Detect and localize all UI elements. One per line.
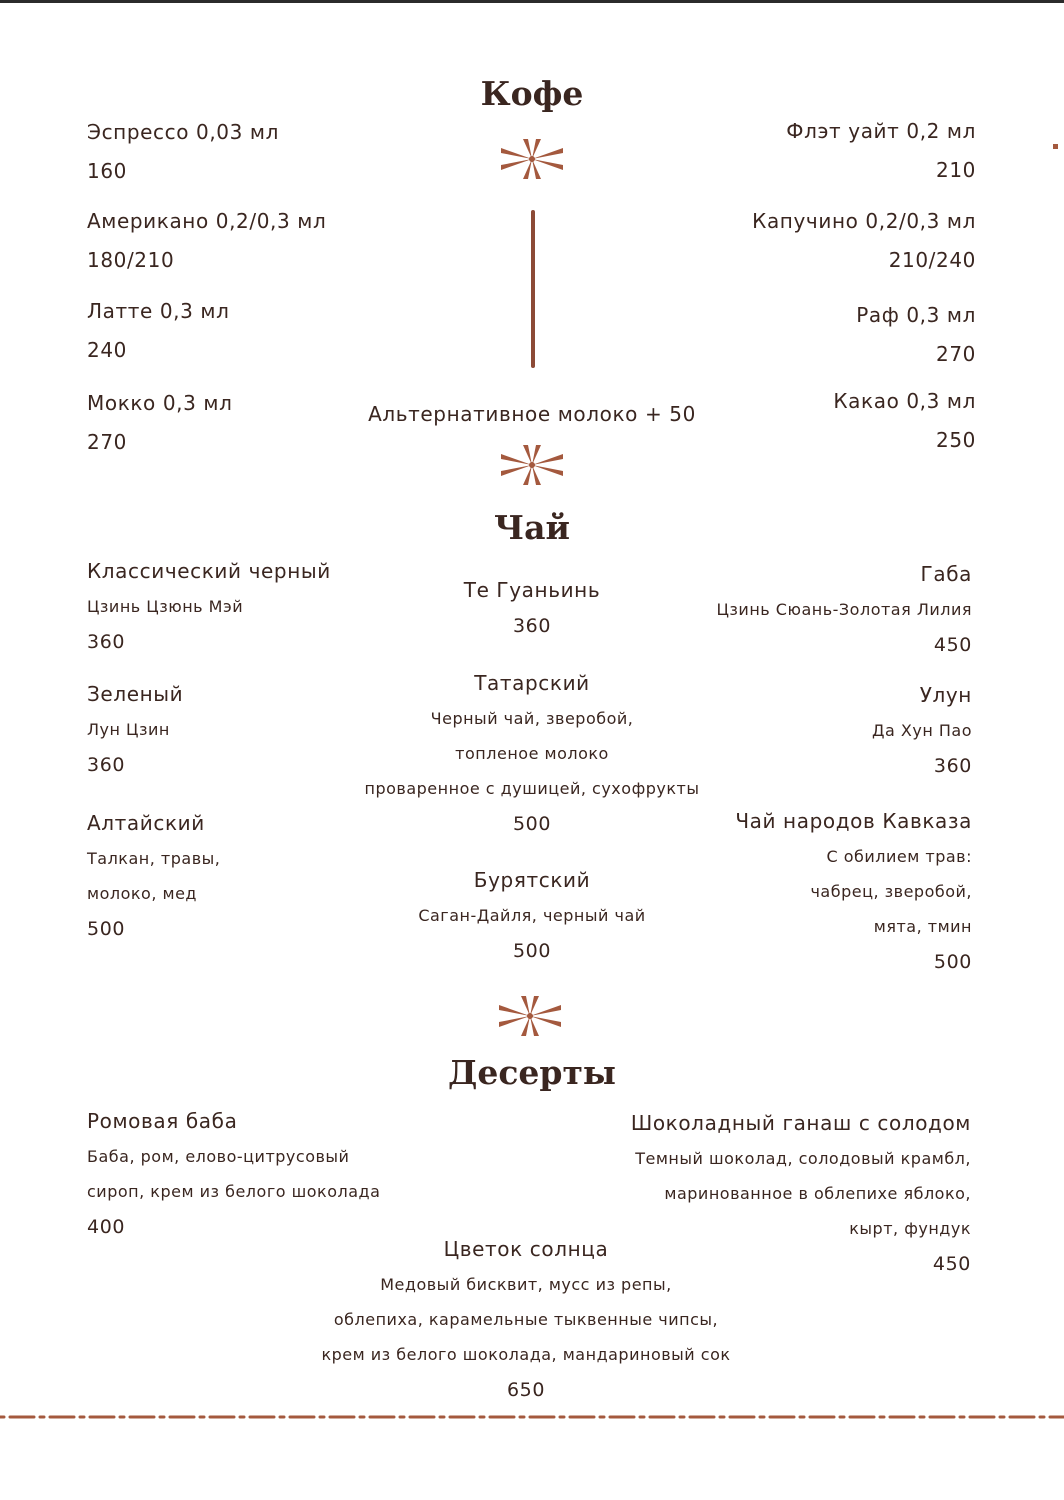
item-name: Флэт уайт 0,2 мл [786, 119, 976, 143]
tea-item-altai [87, 805, 220, 947]
coffee-item-latte [87, 292, 230, 370]
item-price: 500 [512, 940, 552, 962]
divider-line [531, 210, 535, 368]
item-desc: проваренное с душицей, сухофрукты [364, 779, 700, 798]
item-desc: молоко, мед [87, 884, 197, 903]
decorative-dash-line [0, 1413, 1064, 1421]
item-price: 500 [933, 951, 972, 973]
item-desc: Лун Цзин [87, 720, 170, 739]
item-desc: Баба, ром, елово-цитрусовый [87, 1147, 350, 1166]
item-name: Цветок солнца [443, 1237, 609, 1261]
item-price: 360 [512, 615, 552, 637]
dessert-item-sun-flower [296, 1231, 756, 1408]
star-ornament-icon [497, 133, 567, 185]
item-price: 210/240 [888, 248, 976, 272]
item-desc: маринованное в облепихе яблоко, [664, 1184, 971, 1203]
coffee-item-flat-white [786, 112, 976, 190]
item-price: 270 [936, 342, 976, 366]
item-name: Чай народов Кавказа [735, 809, 972, 833]
item-name: Какао 0,3 мл [833, 389, 976, 413]
item-desc: кырт, фундук [849, 1219, 971, 1238]
item-name: Бурятский [473, 868, 591, 892]
item-name: Капучино 0,2/0,3 мл [752, 209, 976, 233]
item-price: 650 [506, 1379, 546, 1401]
star-ornament-icon [495, 990, 565, 1042]
edge-mark [1053, 144, 1058, 149]
desserts-title: Десерты [447, 1053, 617, 1092]
item-name: Улун [919, 683, 972, 707]
item-price: 160 [87, 159, 127, 183]
top-border [0, 0, 1064, 3]
tea-item-classic-black [87, 553, 331, 660]
tea-item-gaba [717, 556, 973, 663]
item-price: 360 [87, 631, 126, 653]
tea-item-tieguanyin [332, 572, 732, 644]
item-name: Американо 0,2/0,3 мл [87, 209, 327, 233]
item-price: 210 [936, 158, 976, 182]
item-price: 500 [87, 918, 126, 940]
item-desc: Да Хун Пао [872, 721, 972, 740]
coffee-title: Кофе [480, 74, 584, 113]
item-price: 360 [87, 754, 126, 776]
dessert-item-rum-baba [87, 1103, 380, 1245]
coffee-item-cocoa [833, 382, 976, 460]
item-name: Раф 0,3 мл [856, 303, 976, 327]
item-name: Латте 0,3 мл [87, 299, 230, 323]
item-desc: сироп, крем из белого шоколада [87, 1182, 381, 1201]
star-ornament-icon [497, 439, 567, 491]
item-desc: крем из белого шоколада, мандариновый сок [321, 1345, 731, 1364]
tea-item-tatar [332, 665, 732, 842]
item-price: 180/210 [87, 248, 175, 272]
item-price: 400 [87, 1216, 126, 1238]
item-desc: Талкан, травы, [87, 849, 221, 868]
item-desc: С обилием трав: [826, 847, 972, 866]
item-name: Мокко 0,3 мл [87, 391, 233, 415]
tea-item-green [87, 676, 183, 783]
item-name: Татарский [474, 671, 590, 695]
item-price: 240 [87, 338, 127, 362]
coffee-item-espresso [87, 113, 279, 191]
item-name: Шоколадный ганаш с солодом [630, 1111, 971, 1135]
item-desc: Цзинь Сюань-Золотая Лилия [716, 600, 972, 619]
item-name: Габа [920, 562, 972, 586]
item-desc: Саган-Дайля, черный чай [418, 906, 646, 925]
item-price: 450 [932, 1253, 971, 1275]
item-desc: топленое молоко [455, 744, 609, 763]
coffee-item-raf [856, 296, 976, 374]
item-desc: Темный шоколад, солодовый крамбл, [635, 1149, 971, 1168]
item-name: Ромовая баба [87, 1109, 238, 1133]
item-desc: облепиха, карамельные тыквенные чипсы, [333, 1310, 719, 1329]
item-price: 250 [936, 428, 976, 452]
item-desc: мята, тмин [873, 917, 972, 936]
item-name: Те Гуаньинь [463, 578, 601, 602]
item-price: 360 [933, 755, 972, 777]
item-name: Эспрессо 0,03 мл [87, 120, 279, 144]
tea-item-buryat [332, 862, 732, 969]
item-price: 270 [87, 430, 127, 454]
item-desc: Черный чай, зверобой, [430, 709, 634, 728]
item-price: 500 [512, 813, 552, 835]
alt-milk-note: Альтернативное молоко + 50 [368, 402, 696, 426]
tea-item-oolong [872, 677, 972, 784]
item-name: Зеленый [87, 682, 184, 706]
coffee-item-mocha [87, 384, 232, 462]
tea-title: Чай [494, 508, 570, 547]
tea-item-caucasus [735, 803, 972, 980]
item-name: Алтайский [87, 811, 205, 835]
item-desc: Медовый бисквит, мусс из репы, [380, 1275, 672, 1294]
item-name: Классический черный [87, 559, 331, 583]
coffee-item-americano [87, 202, 326, 280]
item-desc: Цзинь Цзюнь Мэй [87, 597, 244, 616]
item-desc: чабрец, зверобой, [810, 882, 972, 901]
coffee-item-cappuccino [752, 202, 976, 280]
item-price: 450 [933, 634, 972, 656]
